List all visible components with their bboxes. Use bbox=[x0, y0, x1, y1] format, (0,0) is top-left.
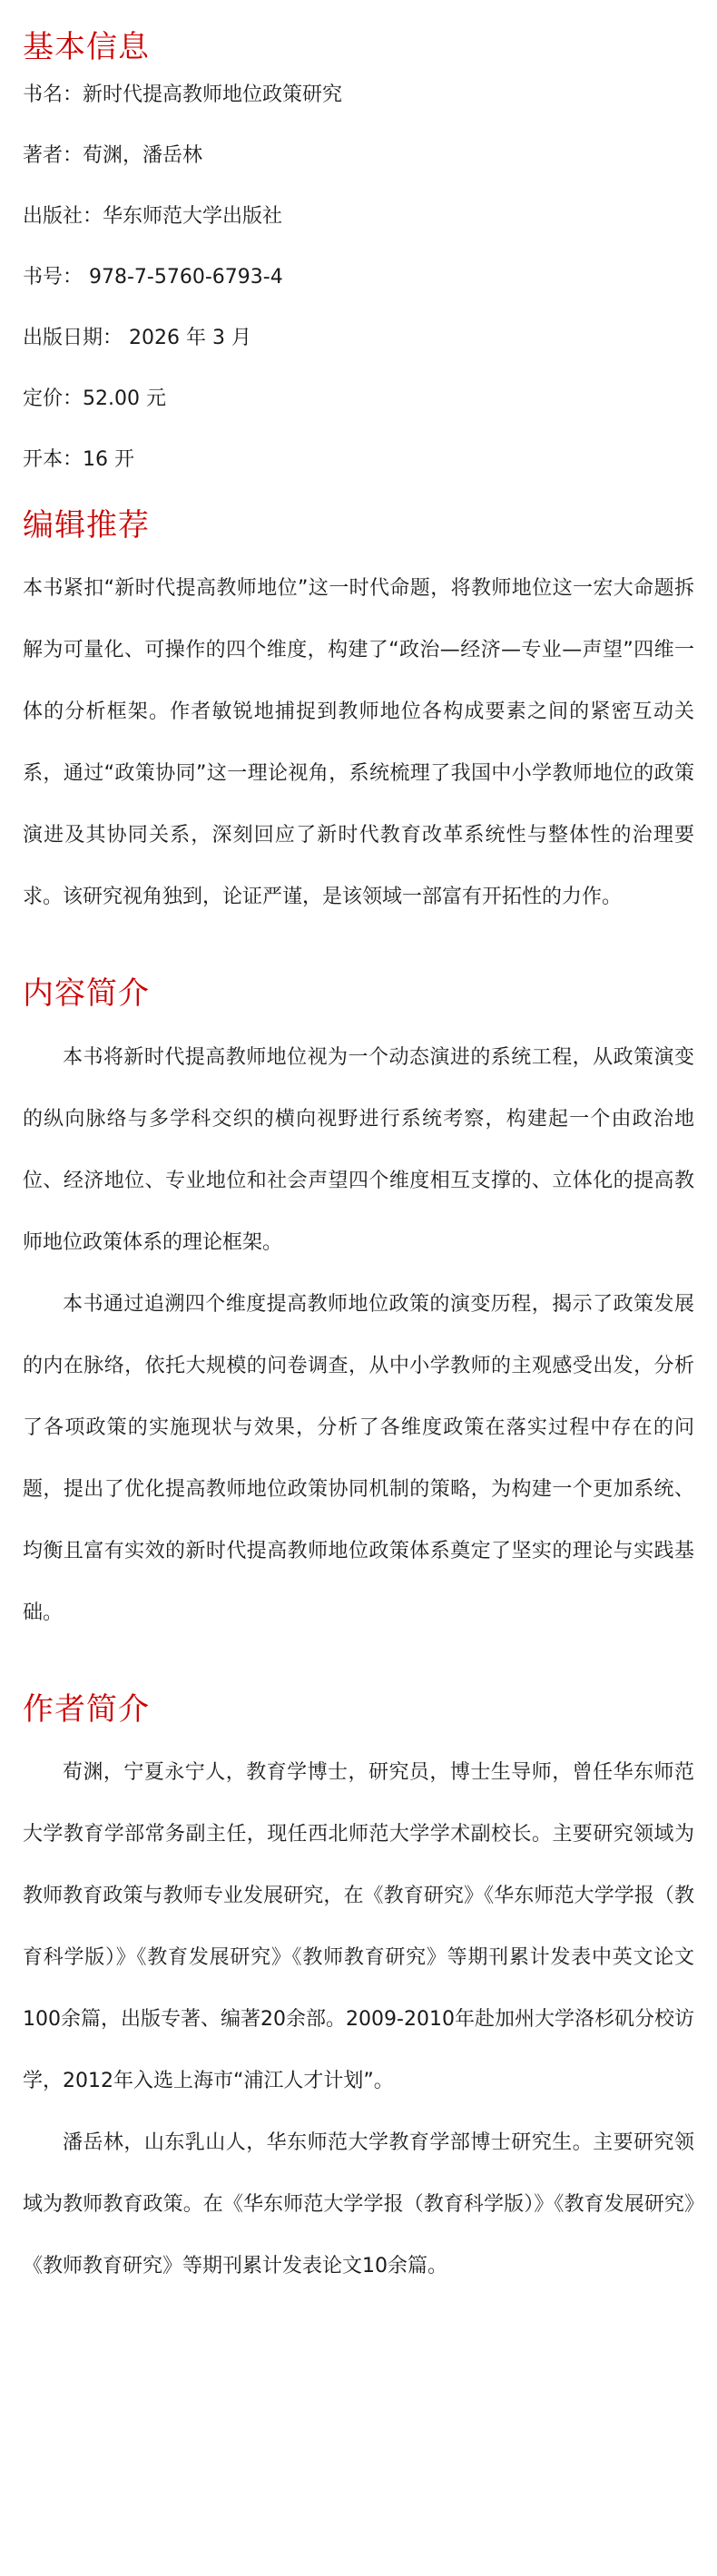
content-summary-paragraph-2: 本书通过追溯四个维度提高教师地位政策的演变历程，揭示了政策发展的内在脉络，依托大规模的问卷调查，从中小学教师的主观感受出发，分析了各项政策的实施现状与效果，分析了各维度政策在落实过程中存在的问题，提出了优化提高教师地位政策协同机制的策略，为构建一个更加系统、均衡且富有实效的新时代提高教师地位政策体系奠定了坚实的理论与实践基础。 bbox=[23, 1292, 694, 1624]
info-publisher: 出版社：华东师范大学出版社 bbox=[23, 205, 283, 229]
info-price: 定价：52.00 元 bbox=[23, 387, 166, 411]
author-intro-paragraph-2: 潘岳林，山东乳山人，华东师范大学教育学部博士研究生。主要研究领域为教师教育政策。在《华东师范大学学报（教育科学版）》《教育发展研究》《教师教育研究》等期刊累计发表论文10余篇。 bbox=[23, 2130, 694, 2277]
info-isbn: 书号： 978-7-5760-6793-4 bbox=[23, 266, 283, 289]
content-summary-paragraph-1: 本书将新时代提高教师地位视为一个动态演进的系统工程，从政策演变的纵向脉络与多学科交织的横向视野进行系统考察，构建起一个由政治地位、经济地位、专业地位和社会声望四个维度相互支撑的、立体化的提高教师地位政策体系的理论框架。 bbox=[23, 1045, 694, 1254]
author-intro-paragraph-1: 荀渊，宁夏永宁人，教育学博士，研究员，博士生导师，曾任华东师范大学教育学部常务副主任，现任西北师范大学学术副校长。主要研究领域为教师教育政策与教师专业发展研究，在《教育研究》《华东师范大学学报（教育科学版）》《教育发展研究》《教师教育研究》等期刊累计发表中英文论文100余篇，出版专著、编著20余部。2009-2010年赴加州大学洛杉矶分校访学，2012年入选上海市“浦江人才计划”。 bbox=[23, 1760, 694, 2092]
basic-info-heading: 基本信息 bbox=[23, 29, 150, 65]
editor-recommendation-heading: 编辑推荐 bbox=[23, 507, 150, 544]
info-book-name: 书名：新时代提高教师地位政策研究 bbox=[23, 83, 343, 107]
info-authors: 著者：荀渊，潘岳林 bbox=[23, 144, 203, 168]
author-intro-section bbox=[23, 1690, 694, 2297]
content-summary-section bbox=[23, 974, 694, 1643]
editor-recommendation-section bbox=[23, 505, 694, 928]
info-publish-date: 出版日期： 2026 年 3 月 bbox=[23, 327, 251, 350]
info-format: 开本：16 开 bbox=[23, 448, 134, 472]
basic-info-section bbox=[23, 27, 694, 475]
content-summary-heading: 内容简介 bbox=[23, 975, 150, 1013]
editor-recommendation-paragraph: 本书紧扣“新时代提高教师地位”这一时代命题，将教师地位这一宏大命题拆解为可量化、可操作的四个维度，构建了“政治—经济—专业—声望”四维一体的分析框架。作者敏锐地捕捉到教师地位各构成要素之间的紧密互动关系，通过“政策协同”这一理论视角，系统梳理了我国中小学教师地位的政策演进及其协同关系，深刻回应了新时代教育改革系统性与整体性的治理要求。该研究视角独到，论证严谨，是该领域一部富有开拓性的力作。 bbox=[23, 577, 694, 909]
author-intro-heading: 作者简介 bbox=[23, 1690, 150, 1728]
